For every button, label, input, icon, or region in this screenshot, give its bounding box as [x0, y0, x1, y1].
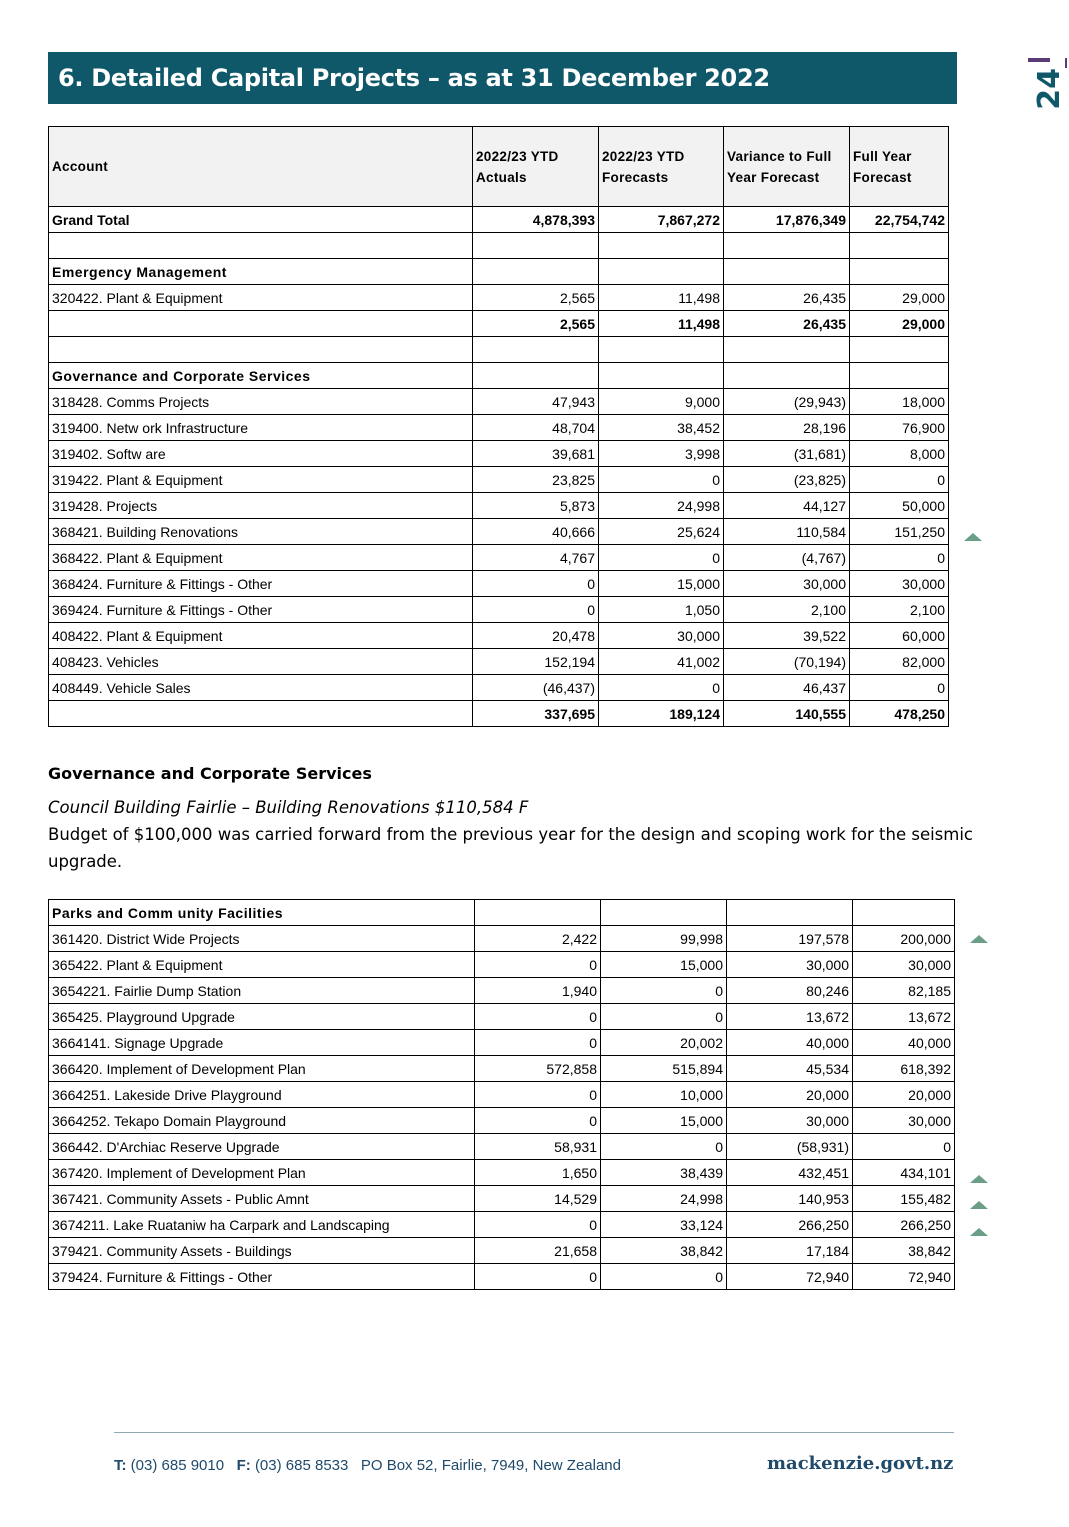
subtotal-row — [49, 701, 949, 727]
account-name: 379424. Furniture & Fittings - Other — [49, 1264, 475, 1290]
account-name: 379421. Community Assets - Buildings — [49, 1238, 475, 1264]
cell: 434,101 — [853, 1160, 955, 1186]
fax-label: F: — [236, 1457, 251, 1474]
cell: 0 — [599, 675, 724, 701]
section-heading: Emergency Management — [49, 259, 473, 285]
account-name: 3664251. Lakeside Drive Playground — [49, 1082, 475, 1108]
cell: 39,522 — [724, 623, 850, 649]
account-name: 365422. Plant & Equipment — [49, 952, 475, 978]
account-name: 3664141. Signage Upgrade — [49, 1030, 475, 1056]
cell: 15,000 — [601, 1108, 727, 1134]
table-row — [49, 675, 949, 701]
blank-row — [49, 337, 949, 363]
header-ytd-forecasts: 2022/23 YTD Forecasts — [599, 127, 724, 207]
table-row — [49, 1264, 955, 1290]
account-name: 319402. Softw are — [49, 441, 473, 467]
account-name: 319400. Netw ork Infrastructure — [49, 415, 473, 441]
cell: 11,498 — [599, 311, 724, 337]
cell: 0 — [475, 1030, 601, 1056]
account-name: 408449. Vehicle Sales — [49, 675, 473, 701]
account-name: 368424. Furniture & Fittings - Other — [49, 571, 473, 597]
section-heading-row — [49, 900, 955, 926]
cell: (4,767) — [724, 545, 850, 571]
phone-label: T: — [114, 1457, 127, 1474]
cell: 0 — [475, 1212, 601, 1238]
cell: 22,754,742 — [850, 207, 949, 233]
cell: (23,825) — [724, 467, 850, 493]
cell: 76,900 — [850, 415, 949, 441]
table-row — [49, 519, 949, 545]
cell: (31,681) — [724, 441, 850, 467]
cell: 58,931 — [475, 1134, 601, 1160]
account-name: 368421. Building Renovations — [49, 519, 473, 545]
account-name: 3654221. Fairlie Dump Station — [49, 978, 475, 1004]
account-name: 318428. Comms Projects — [49, 389, 473, 415]
cell: 38,452 — [599, 415, 724, 441]
table-row — [49, 1186, 955, 1212]
trend-up-arrow-icon — [964, 533, 982, 541]
page-number-tick — [1065, 58, 1067, 68]
cell: 60,000 — [850, 623, 949, 649]
cell: 1,050 — [599, 597, 724, 623]
cell: 15,000 — [599, 571, 724, 597]
cell: 155,482 — [853, 1186, 955, 1212]
cell: 45,534 — [727, 1056, 853, 1082]
cell: 30,000 — [727, 1108, 853, 1134]
cell: 20,000 — [853, 1082, 955, 1108]
cell: 14,529 — [475, 1186, 601, 1212]
header-variance: Variance to Full Year Forecast — [724, 127, 850, 207]
cell: 2,422 — [475, 926, 601, 952]
cell: 44,127 — [724, 493, 850, 519]
cell: 10,000 — [601, 1082, 727, 1108]
cell: 30,000 — [853, 952, 955, 978]
table-row — [49, 571, 949, 597]
capital-projects-table — [48, 126, 949, 727]
page-number-accent — [1028, 58, 1050, 62]
cell: 0 — [475, 952, 601, 978]
trend-up-arrow-icon — [970, 1201, 988, 1209]
account-name: 367421. Community Assets - Public Amnt — [49, 1186, 475, 1212]
cell: 82,000 — [850, 649, 949, 675]
cell: 20,000 — [727, 1082, 853, 1108]
table-row — [49, 1212, 955, 1238]
cell: 26,435 — [724, 311, 850, 337]
cell: 2,100 — [850, 597, 949, 623]
cell: 33,124 — [601, 1212, 727, 1238]
cell: 432,451 — [727, 1160, 853, 1186]
cell: 28,196 — [724, 415, 850, 441]
cell: 23,825 — [473, 467, 599, 493]
cell: 25,624 — [599, 519, 724, 545]
cell: 0 — [475, 1082, 601, 1108]
cell: 0 — [599, 467, 724, 493]
cell: 24,998 — [599, 493, 724, 519]
cell: 40,000 — [853, 1030, 955, 1056]
cell: 30,000 — [727, 952, 853, 978]
table-row — [49, 952, 955, 978]
account-name: 361420. District Wide Projects — [49, 926, 475, 952]
cell: 80,246 — [727, 978, 853, 1004]
cell: 30,000 — [853, 1108, 955, 1134]
cell: 11,498 — [599, 285, 724, 311]
table-row — [49, 1004, 955, 1030]
cell: 24,998 — [601, 1186, 727, 1212]
table-row — [49, 545, 949, 571]
account-name: 319428. Projects — [49, 493, 473, 519]
account-name: 365425. Playground Upgrade — [49, 1004, 475, 1030]
section-heading-row — [49, 363, 949, 389]
cell: 140,953 — [727, 1186, 853, 1212]
cell: 266,250 — [727, 1212, 853, 1238]
cell: (70,194) — [724, 649, 850, 675]
commentary — [48, 760, 988, 875]
trend-up-arrow-icon — [970, 1175, 988, 1183]
fax-number: (03) 685 8533 — [254, 1457, 349, 1474]
grand-total-row — [49, 207, 949, 233]
header-row — [49, 127, 949, 207]
cell: 0 — [601, 1134, 727, 1160]
header-account: Account — [49, 127, 473, 207]
cell: 2,565 — [473, 285, 599, 311]
table-row — [49, 1160, 955, 1186]
cell: 4,878,393 — [473, 207, 599, 233]
cell: 5,873 — [473, 493, 599, 519]
account-name: 320422. Plant & Equipment — [49, 285, 473, 311]
cell: 18,000 — [850, 389, 949, 415]
cell: 29,000 — [850, 311, 949, 337]
trend-up-arrow-icon — [970, 1228, 988, 1236]
table-row — [49, 1082, 955, 1108]
table-row — [49, 1056, 955, 1082]
cell: 30,000 — [850, 571, 949, 597]
cell: 50,000 — [850, 493, 949, 519]
cell: 41,002 — [599, 649, 724, 675]
header-full-year: Full Year Forecast — [850, 127, 949, 207]
phone-number: (03) 685 9010 — [130, 1457, 225, 1474]
cell: (29,943) — [724, 389, 850, 415]
cell: 47,943 — [473, 389, 599, 415]
cell: 7,867,272 — [599, 207, 724, 233]
account-name: 319422. Plant & Equipment — [49, 467, 473, 493]
table-row — [49, 441, 949, 467]
cell: 30,000 — [724, 571, 850, 597]
table-row — [49, 1134, 955, 1160]
commentary-body: Budget of $100,000 was carried forward from the previous year for the design and scoping work for the seismic upgrade. — [48, 825, 973, 871]
trend-up-arrow-icon — [970, 935, 988, 943]
cell: 197,578 — [727, 926, 853, 952]
cell: 72,940 — [727, 1264, 853, 1290]
table-row — [49, 1030, 955, 1056]
table-row — [49, 493, 949, 519]
cell: 26,435 — [724, 285, 850, 311]
cell: 38,842 — [853, 1238, 955, 1264]
table-row — [49, 389, 949, 415]
parks-projects-table — [48, 899, 955, 1290]
commentary-heading: Governance and Corporate Services — [48, 764, 372, 783]
cell: 0 — [601, 978, 727, 1004]
cell: 1,650 — [475, 1160, 601, 1186]
cell: 13,672 — [727, 1004, 853, 1030]
cell: 110,584 — [724, 519, 850, 545]
cell: 38,842 — [601, 1238, 727, 1264]
cell: 515,894 — [601, 1056, 727, 1082]
section-heading: Parks and Comm unity Facilities — [49, 900, 475, 926]
table-row — [49, 467, 949, 493]
cell: 39,681 — [473, 441, 599, 467]
cell: 2,100 — [724, 597, 850, 623]
account-name: 368422. Plant & Equipment — [49, 545, 473, 571]
cell: 20,002 — [601, 1030, 727, 1056]
cell: 266,250 — [853, 1212, 955, 1238]
cell: 189,124 — [599, 701, 724, 727]
cell: 0 — [475, 1004, 601, 1030]
account-name: 408423. Vehicles — [49, 649, 473, 675]
table-row — [49, 623, 949, 649]
cell: 72,940 — [853, 1264, 955, 1290]
cell: 30,000 — [599, 623, 724, 649]
grand-total-label: Grand Total — [49, 207, 473, 233]
cell: 151,250 — [850, 519, 949, 545]
account-name: 369424. Furniture & Fittings - Other — [49, 597, 473, 623]
cell: 337,695 — [473, 701, 599, 727]
cell: 9,000 — [599, 389, 724, 415]
cell: 82,185 — [853, 978, 955, 1004]
cell: 38,439 — [601, 1160, 727, 1186]
cell: 0 — [601, 1264, 727, 1290]
cell: 29,000 — [850, 285, 949, 311]
cell: (46,437) — [473, 675, 599, 701]
account-name: 366442. D'Archiac Reserve Upgrade — [49, 1134, 475, 1160]
cell: 17,876,349 — [724, 207, 850, 233]
subtotal-row — [49, 311, 949, 337]
table-row — [49, 978, 955, 1004]
cell: 48,704 — [473, 415, 599, 441]
table-row — [49, 649, 949, 675]
cell: 3,998 — [599, 441, 724, 467]
cell: 0 — [853, 1134, 955, 1160]
table-row — [49, 1238, 955, 1264]
cell: 572,858 — [475, 1056, 601, 1082]
cell: 15,000 — [601, 952, 727, 978]
account-name: 3664252. Tekapo Domain Playground — [49, 1108, 475, 1134]
section-heading-row — [49, 259, 949, 285]
cell: 0 — [850, 545, 949, 571]
page-number-text: 24 — [1032, 68, 1067, 110]
postal-address: PO Box 52, Fairlie, 7949, New Zealand — [360, 1457, 621, 1474]
cell: 1,940 — [475, 978, 601, 1004]
page-number — [1028, 58, 1068, 128]
commentary-subheading: Council Building Fairlie – Building Renovations $110,584 F — [48, 798, 529, 817]
cell: 8,000 — [850, 441, 949, 467]
cell: 2,565 — [473, 311, 599, 337]
footer-divider — [114, 1432, 954, 1433]
cell: 46,437 — [724, 675, 850, 701]
cell: (58,931) — [727, 1134, 853, 1160]
account-name: 366420. Implement of Development Plan — [49, 1056, 475, 1082]
cell: 200,000 — [853, 926, 955, 952]
cell: 0 — [599, 545, 724, 571]
table-row — [49, 415, 949, 441]
cell: 0 — [850, 467, 949, 493]
cell: 0 — [473, 597, 599, 623]
cell: 0 — [475, 1108, 601, 1134]
website-link[interactable]: mackenzie.govt.nz — [767, 1453, 954, 1474]
cell: 618,392 — [853, 1056, 955, 1082]
cell: 0 — [473, 571, 599, 597]
cell: 21,658 — [475, 1238, 601, 1264]
blank-row — [49, 233, 949, 259]
account-name: 3674211. Lake Ruataniw ha Carpark and Landscaping — [49, 1212, 475, 1238]
cell: 99,998 — [601, 926, 727, 952]
cell: 4,767 — [473, 545, 599, 571]
cell: 152,194 — [473, 649, 599, 675]
cell: 0 — [850, 675, 949, 701]
cell: 40,000 — [727, 1030, 853, 1056]
table-row — [49, 1108, 955, 1134]
cell: 0 — [475, 1264, 601, 1290]
header-ytd-actuals: 2022/23 YTD Actuals — [473, 127, 599, 207]
page-title: 6. Detailed Capital Projects – as at 31 December 2022 — [48, 52, 957, 104]
cell: 20,478 — [473, 623, 599, 649]
section-heading: Governance and Corporate Services — [49, 363, 473, 389]
cell: 0 — [601, 1004, 727, 1030]
table-row — [49, 285, 949, 311]
account-name: 367420. Implement of Development Plan — [49, 1160, 475, 1186]
table-row — [49, 597, 949, 623]
cell: 13,672 — [853, 1004, 955, 1030]
account-name: 408422. Plant & Equipment — [49, 623, 473, 649]
footer-contact — [114, 1457, 621, 1474]
cell: 17,184 — [727, 1238, 853, 1264]
cell: 140,555 — [724, 701, 850, 727]
cell: 478,250 — [850, 701, 949, 727]
table-row — [49, 926, 955, 952]
cell: 40,666 — [473, 519, 599, 545]
